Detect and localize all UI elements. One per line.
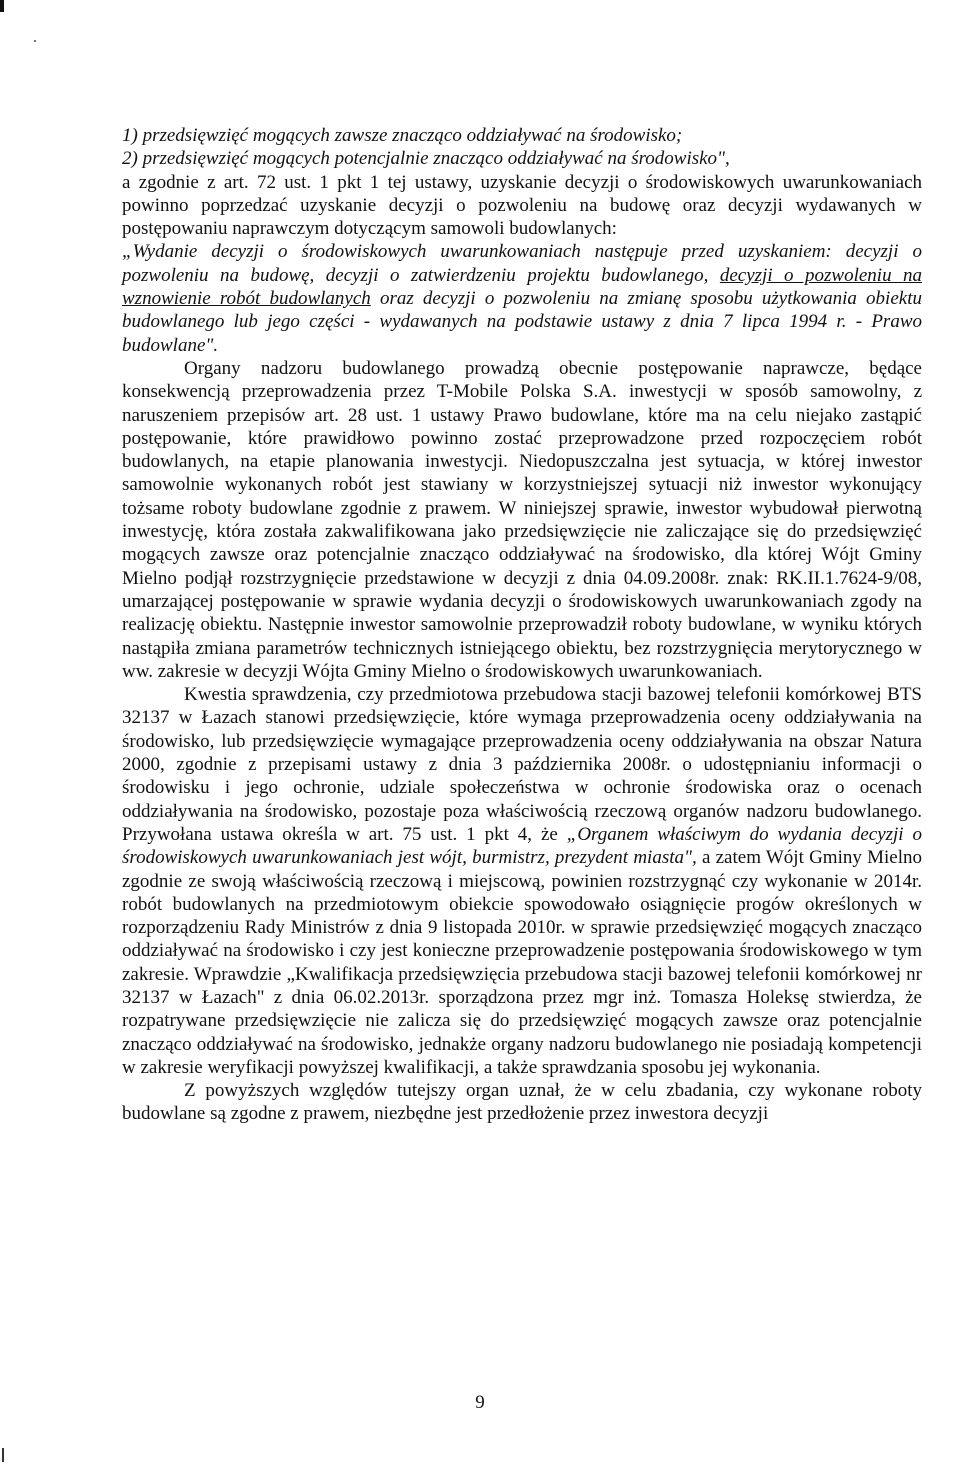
scan-speck [34, 40, 36, 42]
p3-italic-quote: „Organem właściwym do wydania decyzji o środowiskowych uwarunkowaniach jest wójt, burmistrz, prezydent miasta", [122, 823, 922, 869]
list-item-1: 1) przedsięwzięć mogących zawsze znacząco oddziaływać na środowisko; [122, 125, 683, 146]
quote-part-2: oraz decyzji o pozwoleniu na zmianę sposobu użytkowania obiektu budowlanego lub jego części - wydawanych na podstawie ustawy z dnia 7 lipca 1994 r. - Prawo budowlane". [122, 288, 922, 356]
statute-quote [122, 240, 922, 356]
scan-edge-mark [0, 0, 4, 12]
quote-part-1: „Wydanie decyzji o środowiskowych uwarunkowaniach następuje przed uzyskaniem: decyzji o pozwoleniu na budowę, decyzji o zatwierdzeniu projektu budowlanego, [122, 241, 922, 286]
p3-part-1: Kwestia sprawdzenia, czy przedmiotowa przebudowa stacji bazowej telefonii komórkowej BTS 32137 w Łazach stanowi przedsięwzięcie, które wymaga przeprowadzenia oceny oddziaływania na środowisko, lub przedsięwzięcie wymagające przeprowadzenia oceny oddziaływania na obszar Natura 2000, zgodnie z przepisami ustawy z dnia 3 października 2008r. o udostępnianiu informacji o środowisku i jego ochronie, udziale społeczeństwa w ochronie środowiska oraz o ocenach oddziaływania na środowisko, pozostaje poza właściwością rzeczową organów nadzoru budowlanego. Przywołana ustawa określa w art. 75 ust. 1 pkt 4, że [122, 684, 922, 845]
list-item-2: 2) przedsięwzięć mogących potencjalnie znacząco oddziaływać na środowisko", [122, 148, 730, 170]
paragraph-statute-reference: a zgodnie z art. 72 ust. 1 pkt 1 tej ustawy, uzyskanie decyzji o środowiskowych uwarunkowaniach powinno poprzedzać uzyskanie decyzji o pozwoleniu na budowę oraz decyzji wydawanych w postępowaniu naprawczym dotyczącym samowoli budowlanych: [122, 171, 922, 240]
paragraph-conclusion: Z powyższych względów tutejszy organ uznał, że w celu zbadania, czy wykonane roboty budowlane są zgodne z prawem, niezbędne jest przedłożenie przez inwestora decyzji [122, 1080, 922, 1125]
paragraph-supervision-proceedings: Organy nadzoru budowlanego prowadzą obecnie postępowanie naprawcze, będące konsekwencją przeprowadzenia przez T-Mobile Polska S.A. inwestycji w sposób samowolny, z naruszeniem przepisów art. 28 ust. 1 ustawy Prawo budowlane, które ma na celu niejako zastąpić postępowanie, które prawidłowo powinno zostać przeprowadzone przed rozpoczęciem robót budowlanych, na etapie planowania inwestycji. Niedopuszczalna jest sytuacja, w której inwestor samowolnie wykonanych robót jest stawiany w korzystniejszej sytuacji niż inwestor wykonujący tożsame roboty budowlane zgodnie z prawem. W niniejszej sprawie, inwestor wybudował pierwotną inwestycję, która została zakwalifikowana jako przedsięwzięcie nie zaliczające się do przedsięwzięć mogących zawsze oraz potencjalnie znacząco oddziaływać na środowisko, dla której Wójt Gminy Mielno podjął rozstrzygnięcie przedstawione w decyzji z dnia 04.09.2008r. znak: RK.II.1.7624-9/08, umarzającej postępowanie w sprawie wydania decyzji o środowiskowych uwarunkowaniach zgody na realizację obiektu. Następnie inwestor samowolnie przeprowadził roboty budowlane, w wyniku których nastąpiła zmiana parametrów technicznych istniejącego obiektu, bez rozstrzygnięcia merytorycznego w ww. zakresie w decyzji Wójta Gminy Mielno o środowiskowych uwarunkowaniach. [122, 357, 922, 682]
scan-edge-mark-bottom [2, 1448, 4, 1462]
p3-part-2: a zatem Wójt Gminy Mielno zgodnie ze swoją właściwością rzeczową i miejscową, powinien rozstrzygnąć czy wykonanie w 2014r. robót budowlanych na przedmiotowym obiekcie spowodowało osiągnięcie progów określonych w rozporządzeniu Rady Ministrów z dnia 9 listopada 2010r. w sprawie przedsięwzięć mogących znacząco oddziaływać na środowisko i czy jest konieczne przeprowadzenie postępowania środowiskowego w tym zakresie. Wprawdzie „Kwalifikacja przedsięwzięcia przebudowa stacji bazowej telefonii komórkowej nr 32137 w Łazach" z dnia 06.02.2013r. sporządzona przez mgr inż. Tomasza Holeksę stwierdza, że rozpatrywane przedsięwzięcie nie zalicza się do przedsięwzięć mogących zawsze oraz potencjalnie znacząco oddziaływać na środowisko, jednakże organy nadzoru budowlanego nie posiadają kompetencji w zakresie weryfikacji powyższej kwalifikacji, a także sprawdzania sposobu jej wykonania. [122, 847, 922, 1078]
page-number: 9 [475, 1392, 485, 1413]
quote-underlined: decyzji o pozwoleniu na wznowienie robót budowlanych [122, 264, 923, 310]
paragraph-competence-question [122, 683, 922, 1079]
document-body [122, 124, 922, 1126]
